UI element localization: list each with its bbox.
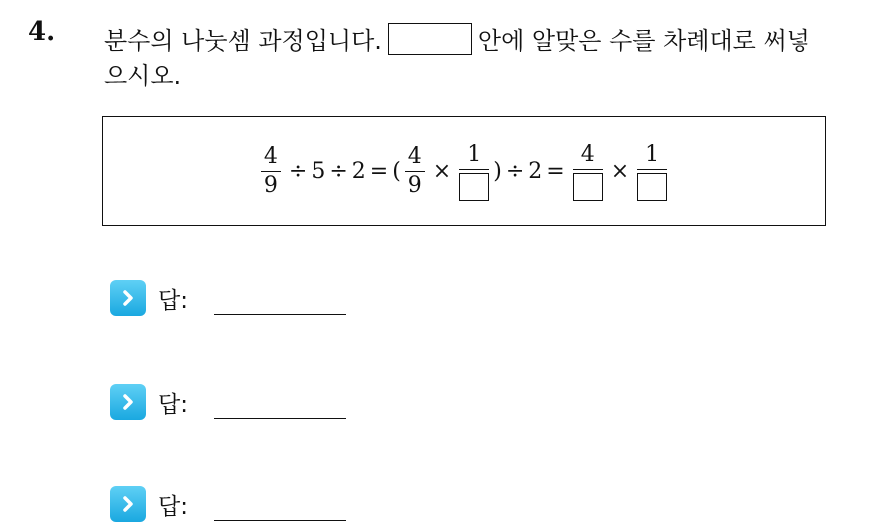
fraction-numerator: 4 xyxy=(580,142,595,167)
divide-sign: ÷ xyxy=(505,158,525,184)
fraction-bar xyxy=(637,169,667,170)
number-5: 5 xyxy=(311,158,326,184)
answer-row xyxy=(110,278,188,318)
question-number: 4. xyxy=(28,17,56,47)
equation xyxy=(257,141,671,201)
fraction-1-blank xyxy=(459,141,489,201)
blank-box[interactable] xyxy=(459,173,489,201)
answer-box-indicator xyxy=(388,23,472,55)
number-2: 2 xyxy=(528,158,543,184)
blank-box[interactable] xyxy=(573,173,603,201)
right-paren: ) xyxy=(493,158,502,184)
question-text-part1: 분수의 나눗셈 과정입니다. xyxy=(104,27,382,55)
blank-box[interactable] xyxy=(637,173,667,201)
fraction-4-9 xyxy=(405,143,425,200)
answer-label: 답: xyxy=(158,287,188,314)
answer-line[interactable] xyxy=(214,418,346,419)
fraction-4-9 xyxy=(261,143,281,200)
answer-label: 답: xyxy=(158,493,188,520)
question-text-part2: 안에 알맞은 수를 차례대로 써넣 xyxy=(477,27,810,55)
number-2: 2 xyxy=(351,158,366,184)
times-sign: × xyxy=(432,158,452,184)
equals-sign: = xyxy=(546,158,565,184)
fraction-1-blank xyxy=(637,141,667,201)
fraction-numerator: 1 xyxy=(467,142,482,167)
divide-sign: ÷ xyxy=(288,158,308,184)
fraction-bar xyxy=(573,169,603,170)
fraction-numerator: 4 xyxy=(407,143,422,169)
fraction-denominator: 9 xyxy=(407,172,422,198)
answer-label: 답: xyxy=(158,391,188,418)
left-paren: ( xyxy=(392,158,401,184)
question-text xyxy=(104,18,874,64)
chevron-right-icon xyxy=(110,280,146,316)
times-sign: × xyxy=(610,158,630,184)
equation-box xyxy=(102,116,826,226)
fraction-denominator: 9 xyxy=(263,172,278,198)
chevron-right-icon xyxy=(110,486,146,522)
answer-row xyxy=(110,382,188,422)
fraction-numerator: 1 xyxy=(645,142,660,167)
fraction-numerator: 4 xyxy=(263,143,278,169)
answer-line[interactable] xyxy=(214,314,346,315)
answer-line[interactable] xyxy=(214,520,346,521)
divide-sign: ÷ xyxy=(329,158,348,184)
fraction-bar xyxy=(459,169,489,170)
answer-row xyxy=(110,484,188,524)
question-text-line2: 으시오. xyxy=(104,62,182,90)
chevron-right-icon xyxy=(110,384,146,420)
equals-sign: = xyxy=(369,158,389,184)
fraction-4-blank xyxy=(573,141,603,201)
